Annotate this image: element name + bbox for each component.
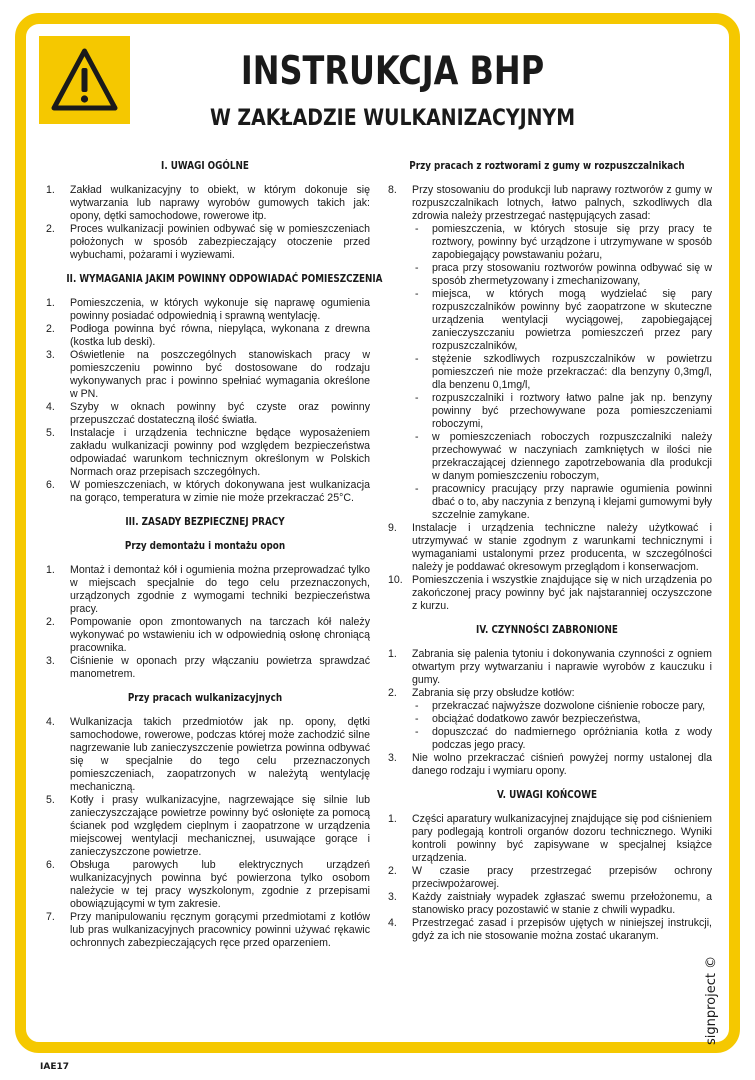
dash-item: - rozpuszczalniki i roztwory łatwo palne jak np. benzyny powinny być przechowywane poza pomieszczeniami roboczymi, <box>412 392 712 431</box>
list-item: 2. Pompowanie opon zmontowanych na tarczach kół należy wykonywać po wstawieniu ich w odpowiednią osłonę chroniącą pracownika. <box>46 616 370 654</box>
section-heading-final: V. UWAGI KOŃCOWE <box>496 789 598 801</box>
page-title: INSTRUKCJA BHP <box>240 49 545 94</box>
list-item: 1. Zakład wulkanizacyjny to obiekt, w którym dokonuje się wytwarzania lub naprawy wyrobów gumowych takich jak: opony, dętki samochodowe, rowerowe itp. <box>46 184 370 222</box>
list-item: 1. Zabrania się palenia tytoniu i dokonywania czynności z ogniem otwartym przy wytwarzaniu i naprawie wyrobów z kauczuku i gumy. <box>388 648 712 686</box>
list-item: 5. Instalacje i urządzenia techniczne będące wyposażeniem zakładu wulkanizacji powinny pod względem bezpieczeństwa odpowiadać warunkom technicznym określonym w Polskich Normach oraz przepisach szczegółnych. <box>46 427 370 478</box>
dash-item: - pracownicy pracujący przy naprawie ogumienia powinni dbać o to, aby naczynia z benzyną i klejami gumowymi były szczelnie zamykane. <box>412 483 712 522</box>
subsection-heading-solvents: Przy pracach z roztworami z gumy w rozpuszczalnikach <box>409 160 685 172</box>
section-heading-general: I. UWAGI OGÓLNE <box>161 160 249 172</box>
list-item: 1. Pomieszczenia, w których wykonuje się naprawę ogumienia powinny posiadać odpowiednią i sprawną wentylację. <box>46 297 370 322</box>
list-item: 10. Pomieszczenia i wszystkie znajdujące się w nich urządzenia po zakończonej pracy powinny być jak najstaranniej oczyszczone z kurzu. <box>388 574 712 612</box>
list-item: 4. Wulkanizacja takich przedmiotów jak np. opony, dętki samochodowe, rowerowe, podczas której może zachodzić silne nagrzewanie lub zanieczyszczenie powietrza powinna odbywać się w specjalnie do tego celu przeznaczonych pomieszczeniach, zaopatrzonych w należytą wentylację mechaniczną. <box>46 716 370 793</box>
list-item: 4. Szyby w oknach powinny być czyste oraz powinny przepuszczać dostateczną ilość światła. <box>46 401 370 426</box>
section-heading-prohibited: IV. CZYNNOŚCI ZABRONIONE <box>476 624 618 636</box>
list-item: 3. Nie wolno przekraczać ciśnień powyżej normy ustalonej dla danego rodzaju i wymiaru opony. <box>388 752 712 777</box>
page-subtitle: W ZAKŁADZIE WULKANIZACYJNYM <box>209 106 576 131</box>
subsection-heading-tire-mounting: Przy demontażu i montażu opon <box>124 540 286 552</box>
list-item: 6. W pomieszczeniach, w których dokonywana jest wulkanizacja na gorąco, temperatura w zimie nie może przekraczać 25°C. <box>46 479 370 504</box>
section-general-list <box>40 184 370 262</box>
dash-item: - pomieszczenia, w których stosuje się przy pracy te roztwory, powinny być urządzone i utrzymywane w sposób zapobiegający powstawaniu pożaru, <box>412 223 712 262</box>
dash-item: - obciążać dodatkowo zawór bezpieczeństwa, <box>412 713 712 726</box>
list-item: 4. Przestrzegać zasad i przepisów ujętych w niniejszej instrukcji, gdyż za ich nie stosowanie można zostać ukaranym. <box>388 917 712 942</box>
section-requirements-list <box>40 297 370 505</box>
dash-item: - dopuszczać do nadmiernego opróżniania kotła z wody podczas jego pracy. <box>412 726 712 752</box>
dash-item: - przekraczać najwyższe dozwolone ciśnienie robocze pary, <box>412 700 712 713</box>
warning-box <box>39 36 130 124</box>
list-item: 2. W czasie pracy przestrzegać przepisów ochrony przeciwpożarowej. <box>388 865 712 890</box>
list-item: 2. Podłoga powinna być równa, niepyląca, wykonana z drewna (kostka lub deski). <box>46 323 370 348</box>
list-item: 2. Zabrania się przy obsłudze kotłów: - przekraczać najwyższe dozwolone ciśnienie robocze pary, - obciążać dodatkowo zawór bezpieczeństwa, - dopuszczać do nadmiernego opróżniania kotła z wody podczas jego pracy. <box>382 687 712 752</box>
dash-item: - w pomieszczeniach roboczych rozpuszczalniki należy przechowywać w naczyniach zamkniętych w ilości nie przekraczającej dziennego zapotrzebowania dla produkcji w danym pomieszczeniu roboczym, <box>412 431 712 483</box>
product-code: IAE17 <box>40 1062 69 1072</box>
dash-item: - miejsca, w których mogą wydzielać się pary rozpuszczalników powinny być zaopatrzone w skuteczne urządzenia wentylacji wyciągowej, zapobiegającej zanieczyszczaniu powietrza pomieszczeń przez pary rozpuszczalników, <box>412 288 712 353</box>
subsection-vulcanization-list <box>40 716 370 950</box>
list-item: 2. Proces wulkanizacji powinien odbywać się w pomieszczeniach położonych w sposób zabezpieczający otoczenie przed wybuchami, pożarami i wyziewami. <box>46 223 370 261</box>
dash-item: - praca przy stosowaniu roztworów powinna odbywać się w sposób zhermetyzowany i zmechanizowany, <box>412 262 712 288</box>
list-item: 9. Instalacje i urządzenia techniczne należy użytkować i utrzymywać w stanie zgodnym z warunkami technicznymi i wymaganiami ustalonymi przez producenta, w szczególności należy je poddawać okresowym przeglądom i konserwacjom. <box>388 522 712 573</box>
brand-signature: signproject © <box>704 955 719 1045</box>
list-item: 3. Ciśnienie w oponach przy włączaniu powietrza sprawdzać manometrem. <box>46 655 370 680</box>
section-heading-safe-work: III. ZASADY BEZPIECZNEJ PRACY <box>125 516 285 528</box>
section-final-list <box>382 813 712 943</box>
list-item: 1. Części aparatury wulkanizacyjnej znajdujące się pod ciśnieniem pary podlegają kontroli organów dozoru technicznego. Wyniki kontroli powinny być zapisywane w specjalnej książce urządzenia. <box>388 813 712 864</box>
left-column <box>40 160 383 961</box>
subsection-tire-mounting-list <box>40 564 370 681</box>
warning-triangle-icon <box>51 48 118 112</box>
section-heading-requirements: II. WYMAGANIA JAKIM POWINNY ODPOWIADAĆ POMIESZCZENIA <box>66 273 383 285</box>
list-item: 3. Każdy zaistniały wypadek zgłaszać swemu przełożonemu, a stanowisko pracy pozostawić w stanie z chwili wypadku. <box>388 891 712 916</box>
list-item: 5. Kotły i prasy wulkanizacyjne, nagrzewające się silnie lub zanieczyszczające powietrze powinny być osłonięte za pomocą ścianek pod względem cieplnym i zaopatrzone w urządzenia miejscowej wentylacji mechanicznej, usuwające gorące i zanieczyszczone powietrze. <box>46 794 370 858</box>
boiler-rules-list <box>412 700 712 752</box>
list-item: 8. Przy stosowaniu do produkcji lub naprawy roztworów z gumy w rozpuszczalnikach lotnych, łatwo palnych, szkodliwych dla zdrowia należy przestrzegać następujących zasad: - pomieszczenia, w których stosuje się przy pracy te roztwory, powinny być urządzone i utrzymywane w sposób zapobiegający powstawaniu pożaru, - praca przy stosowaniu roztworów powinna odbywać się w sposób zhermetyzowany i zmechanizowany, - miejsca, w których mogą wydzielać się pary rozpuszczalników powinny być zaopatrzone w skuteczne urządzenia wentylacji wyciągowej, zapobiegającej zanieczyszczaniu powietrza pomieszczeń przez pary rozpuszczalników, - stężenie szkodliwych rozpuszczalników w powietrzu pomieszczeń nie może przekraczać: dla benzyny 0,3mg/l, dla benzenu 0,1mg/l, - rozpuszczalniki i roztwory łatwo palne jak np. benzyny powinny być przechowywane poza pomieszczeniami roboczymi, - w pomieszczeniach roboczych rozpuszczalniki należy przechowywać w naczyniach zamkniętych w ilości nie przekraczającej dziennego zapotrzebowania dla produkcji w danym pomieszczeniu roboczym, - pracownicy pracujący przy naprawie ogumienia powinni dbać o to, aby naczynia z benzyną i klejami gumowymi były szczelnie zamykane. <box>382 184 712 522</box>
list-item: 1. Montaż i demontaż kół i ogumienia można przeprowadzać tylko w miejscach specjalnie do tego celu przeznaczonych, urządzonych zgodnie z wymogami techniki bezpieczeństwa pracy. <box>46 564 370 615</box>
right-column <box>382 160 712 954</box>
list-item: 6. Obsługa parowych lub elektrycznych urządzeń wulkanizacyjnych powinna być powierzona tylko osobom należycie w tej pracy wyszkolonym, zgodnie z przepisami obowiązującymi w tym zakresie. <box>46 859 370 910</box>
list-item: 3. Oświetlenie na poszczególnych stanowiskach pracy w pomieszczeniu powinno być dostosowane do rodzaju wykonywanych prac i powinno spełniać wymagania określone w PN. <box>46 349 370 400</box>
subsection-solvents-list <box>382 184 712 613</box>
list-item: 7. Przy manipulowaniu ręcznym gorącymi przedmiotami z kotłów lub pras wulkanizacyjnych pracownicy powinni używać rękawic ochronnych zabezpieczających ręce przed oparzeniem. <box>46 911 370 949</box>
dash-item: - stężenie szkodliwych rozpuszczalników w powietrzu pomieszczeń nie może przekraczać: dla benzyny 0,3mg/l, dla benzenu 0,1mg/l, <box>412 353 712 392</box>
solvent-rules-list <box>412 223 712 522</box>
subsection-heading-vulcanization: Przy pracach wulkanizacyjnych <box>127 692 283 704</box>
section-prohibited-list <box>382 648 712 778</box>
